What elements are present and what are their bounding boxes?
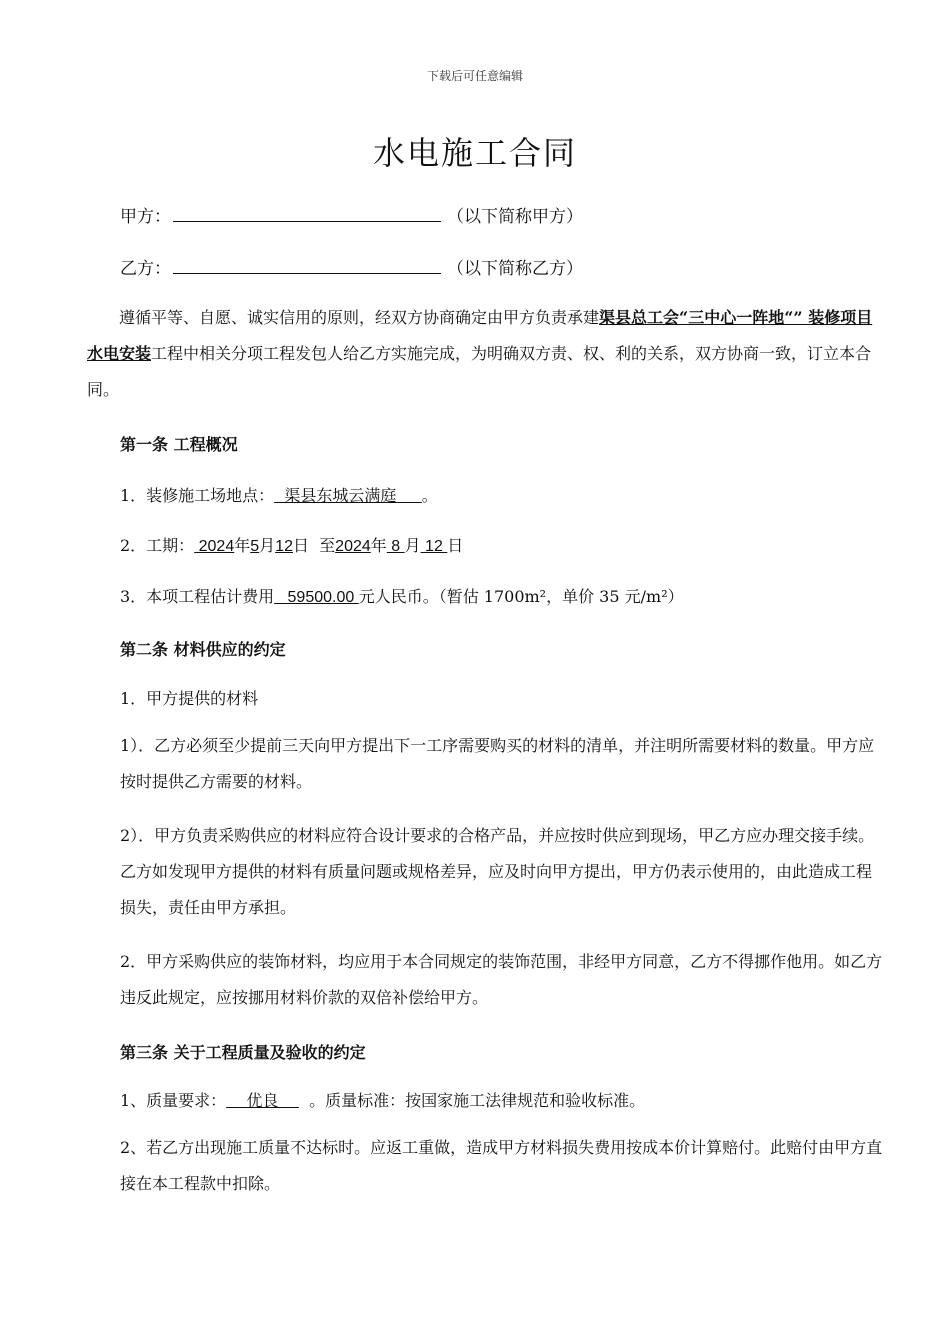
end-month: 8: [386, 538, 405, 555]
article-1-heading: 第一条 工程概况: [120, 435, 238, 454]
art2-item-1: 1．甲方提供的材料: [120, 689, 259, 708]
year-char: 年: [234, 536, 251, 555]
cost-value: 59500.00: [274, 589, 359, 606]
year-char-2: 年: [370, 536, 387, 555]
art2-item-1-2: [120, 818, 886, 926]
day-char-2: 日: [447, 536, 464, 555]
party-a-suffix: （以下简称甲方）: [447, 207, 583, 227]
intro-text-2: 工程中相关分项工程发包人给乙方实施完成，为明确双方责、权、利的关系，双方协商一致，订立本合同。: [87, 344, 872, 399]
cost-end: 元人民币。（暂估 1700m²，单价 35 元/m²）: [358, 587, 684, 606]
project-name: 渠县总工会“三中心一阵地“” 装修项目水电安装: [87, 308, 873, 363]
art3-item-2: [120, 1130, 886, 1202]
art2-item-2: [120, 944, 886, 1016]
page-title: 水电施工合同: [372, 134, 577, 172]
party-b-line: [120, 254, 583, 279]
period-label: 2．工期：: [120, 536, 195, 555]
quality-end: 。质量标准：按国家施工法律规范和验收标准。: [298, 1091, 646, 1110]
day-char: 日: [292, 536, 309, 555]
header-note: 下载后可任意编辑: [426, 69, 523, 83]
cost-label: 3．本项工程估计费用: [120, 587, 275, 606]
article-2-heading: 第二条 材料供应的约定: [120, 640, 286, 659]
party-b-label: 乙方：: [120, 259, 171, 279]
art2-item-1-1-text: 1）．乙方必须至少提前三天向甲方提出下一工序需要购买的材料的清单，并注明所需要材料的数量。甲方应按时提供乙方需要的材料。: [120, 736, 875, 791]
site-end: 。: [421, 486, 438, 505]
article-3-heading: 第三条 关于工程质量及验收的约定: [120, 1043, 366, 1062]
cost-line: [120, 584, 684, 607]
quality-value: 优良: [226, 1091, 299, 1110]
period-line: [120, 533, 463, 556]
party-a-label: 甲方：: [120, 207, 171, 227]
party-a-line: [120, 202, 583, 227]
start-year: 2024: [194, 538, 235, 555]
site-value: 渠县东城云满庭: [274, 486, 422, 505]
party-b-suffix: （以下简称乙方）: [447, 259, 583, 279]
month-char-2: 月: [404, 536, 421, 555]
art3-item-2-text: 2、若乙方出现施工质量不达标时。应返工重做，造成甲方材料损失费用按成本价计算赔付。此赔付由甲方直接在本工程款中扣除。: [120, 1138, 883, 1193]
quality-line: [120, 1088, 645, 1111]
party-a-blank[interactable]: [173, 203, 441, 222]
art2-item-1-1: [120, 728, 886, 800]
art2-item-1-2-text: 2）．甲方负责采购供应的材料应符合设计要求的合格产品，并应按时供应到现场，甲乙方应办理交接手续。乙方如发现甲方提供的材料有质量问题或规格差异，应及时向甲方提出，甲方仍表示使用的，由此造成工程损失，责任由甲方承担。: [120, 826, 875, 917]
party-b-blank[interactable]: [173, 255, 441, 274]
art2-item-2-text: 2．甲方采购供应的装饰材料，均应用于本合同规定的装饰范围，非经甲方同意，乙方不得挪作他用。如乙方违反此规定，应按挪用材料价款的双倍补偿给甲方。: [120, 952, 883, 1007]
end-year: 2024: [335, 538, 371, 555]
start-day: 12: [275, 538, 293, 555]
to-text: 至: [308, 536, 336, 555]
start-month: 5: [250, 538, 260, 555]
site-line: [120, 483, 438, 506]
site-label: 1．装修施工场地点：: [120, 486, 275, 505]
month-char: 月: [259, 536, 276, 555]
intro-paragraph: [87, 300, 877, 408]
end-day: 12: [420, 538, 448, 555]
intro-text-1: 遵循平等、自愿、诚实信用的原则，经双方协商确定由甲方负责承建: [119, 308, 600, 327]
quality-label: 1、质量要求：: [120, 1091, 227, 1110]
